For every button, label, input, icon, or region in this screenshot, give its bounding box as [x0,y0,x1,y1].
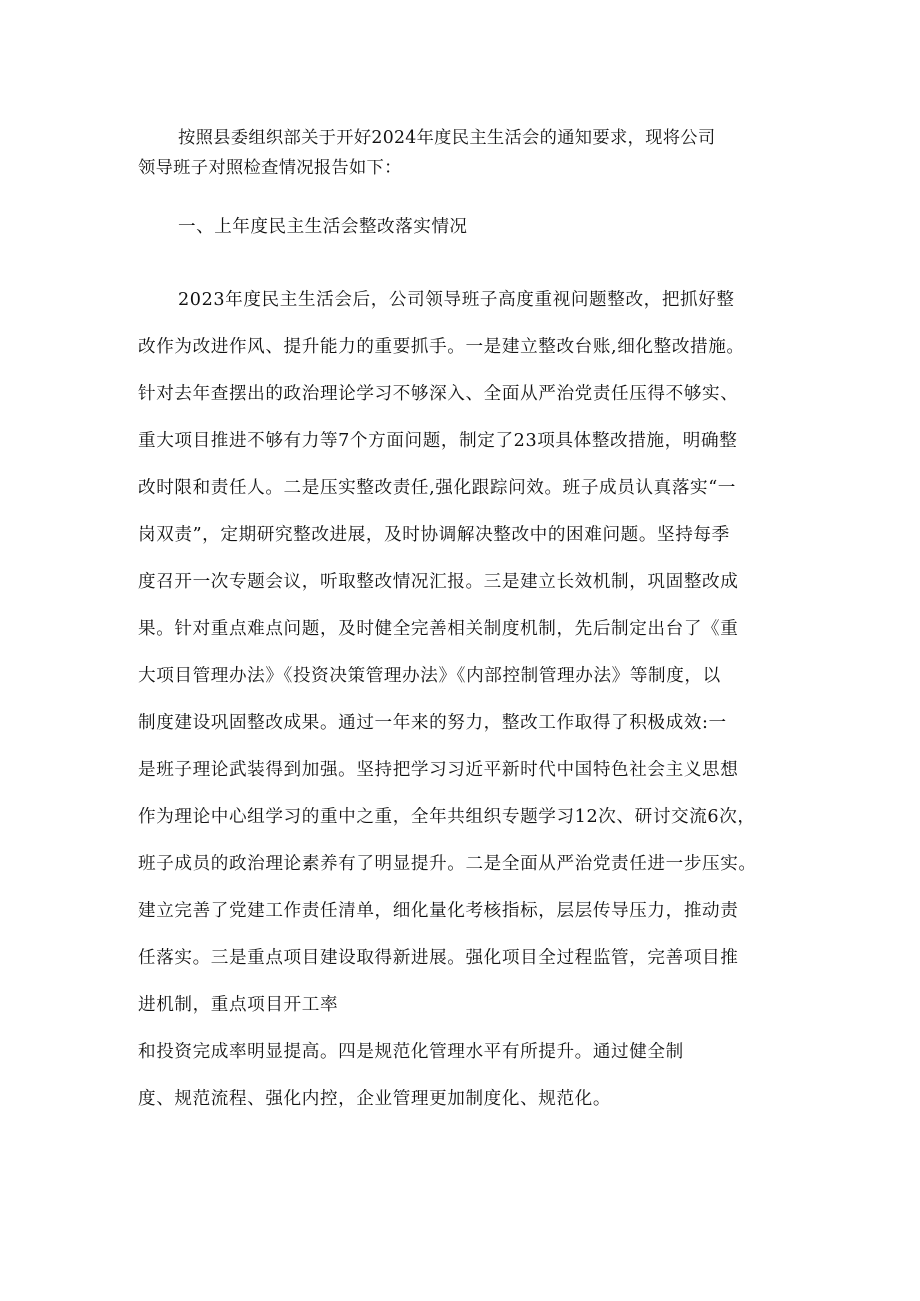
section-heading: 一、上年度民主生活会整改落实情况 [178,217,468,237]
paragraph-line: 2023年度民主生活会后，公司领导班子高度重视问题整改，把抓好整 [178,290,735,310]
paragraph-line: 制度建设巩固整改成果。通过一年来的努力，整改工作取得了积极成效:一 [138,713,727,733]
paragraph-line: 度召开一次专题会议，听取整改情况汇报。三是建立长效机制，巩固整改成 [138,572,739,592]
paragraph-line: 大项目管理办法》《投资决策管理办法》《内部控制管理办法》等制度，以 [138,666,721,686]
paragraph-line: 改作为改进作风、提升能力的重要抓手。一是建立整改台账,细化整改措施。 [138,337,745,357]
paragraph-line: 作为理论中心组学习的重中之重，全年共组织专题学习12次、研讨交流6次， [138,807,756,827]
paragraph-line: 针对去年查摆出的政治理论学习不够深入、全面从严治党责任压得不够实、 [138,384,739,404]
paragraph-line: 改时限和责任人。二是压实整改责任,强化跟踪问效。班子成员认真落实“一 [138,478,736,498]
paragraph-line: 岗双责”，定期研究整改进展，及时协调解决整改中的困难问题。坚持每季 [138,525,730,545]
paragraph-line: 果。针对重点难点问题，及时健全完善相关制度机制，先后制定出台了《重 [138,619,739,639]
intro-line-2: 领导班子对照检查情况报告如下： [138,158,402,178]
intro-line-1: 按照县委组织部关于开好2024年度民主生活会的通知要求，现将公司 [178,128,716,148]
paragraph-line: 和投资完成率明显提高。四是规范化管理水平有所提升。通过健全制 [138,1042,684,1062]
paragraph-line: 班子成员的政治理论素养有了明显提升。二是全面从严治党责任进一步压实。 [138,854,757,874]
paragraph-line: 任落实。三是重点项目建设取得新进展。强化项目全过程监管，完善项目推 [138,948,739,968]
paragraph-line: 是班子理论武装得到加强。坚持把学习习近平新时代中国特色社会主义思想 [138,760,739,780]
paragraph-line: 进机制，重点项目开工率 [138,995,339,1015]
paragraph-line: 度、规范流程、强化内控，企业管理更加制度化、规范化。 [138,1089,612,1109]
paragraph-line: 重大项目推进不够有力等7个方面问题，制定了23项具体整改措施，明确整 [138,431,738,451]
paragraph-line: 建立完善了党建工作责任清单，细化量化考核指标，层层传导压力，推动责 [138,901,739,921]
